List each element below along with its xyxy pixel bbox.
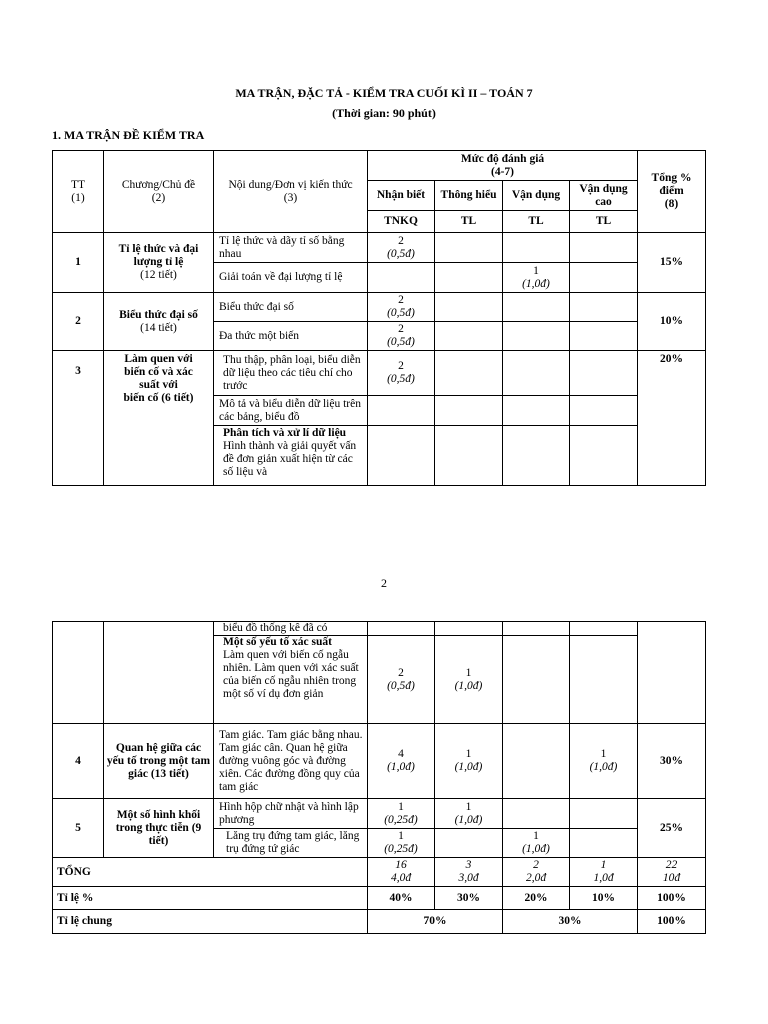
total-nb: 16 4,0đ: [368, 858, 435, 887]
ratio-total: 100%: [638, 887, 706, 910]
header-thonghieu: Thông hiểu: [435, 181, 503, 211]
header-tl: TL: [503, 211, 570, 233]
header-tong: Tổng % điểm (8): [638, 151, 706, 233]
row-tt: 2: [53, 293, 104, 351]
header-vandungcao: Vận dụng cao: [570, 181, 638, 211]
cell-nb: 2 (0,5đ): [368, 322, 435, 351]
total-vdc: 1 1,0đ: [570, 858, 638, 887]
row-chuong: Tỉ lệ thức và đại lượng tỉ lệ (12 tiết): [104, 233, 214, 293]
row-noidung: Lăng trụ đứng tam giác, lăng trụ đứng tứ giác: [214, 829, 368, 858]
row-tong: 25%: [638, 799, 706, 858]
total-vd: 2 2,0đ: [503, 858, 570, 887]
matrix-table-part1: [52, 150, 706, 486]
row-tong: 30%: [638, 724, 706, 799]
cell-th: 1 (1,0đ): [435, 636, 503, 724]
row-noidung: Tam giác. Tam giác bằng nhau. Tam giác cân. Quan hệ giữa đường vuông góc và đường xiên. Các đường đồng quy của tam giác: [214, 724, 368, 799]
row-tt: 1: [53, 233, 104, 293]
header-nhanbiet: Nhận biết: [368, 181, 435, 211]
ratio-label: Tỉ lệ %: [53, 887, 368, 910]
overall-ratio-label: Tỉ lệ chung: [53, 910, 368, 934]
row-noidung: Một số yếu tố xác suất Làm quen với biến cố ngẫu nhiên. Làm quen với xác suất của biến cố ngẫu nhiên trong một số ví dụ đơn giản: [214, 636, 368, 724]
section-heading: 1. MA TRẬN ĐỀ KIỂM TRA: [52, 128, 205, 142]
overall-ratio-total: 100%: [638, 910, 706, 934]
row-tt: 5: [53, 799, 104, 858]
total-all: 22 10đ: [638, 858, 706, 887]
row-tong: 10%: [638, 293, 706, 351]
row-noidung: biểu đồ thống kê đã có: [214, 622, 368, 636]
header-vandung: Vận dụng: [503, 181, 570, 211]
row-noidung: Phân tích và xử lí dữ liệu Hình thành và giải quyết vấn đề đơn giản xuất hiện từ các số liệu và: [214, 426, 368, 486]
cell-nb: 1 (0,25đ): [368, 799, 435, 829]
cell-th: 1 (1,0đ): [435, 724, 503, 799]
cell-vdc: 1 (1,0đ): [570, 724, 638, 799]
row-noidung: Giải toán về đại lượng tỉ lệ: [214, 263, 368, 293]
page-number: 2: [381, 576, 387, 590]
overall-ratio-b: 30%: [503, 910, 638, 934]
ratio-vd: 20%: [503, 887, 570, 910]
row-noidung: Thu thập, phân loại, biểu diễn dữ liệu theo các tiêu chí cho trước: [214, 351, 368, 396]
row-tong: 15%: [638, 233, 706, 293]
ratio-vdc: 10%: [570, 887, 638, 910]
cell-nb: 2 (0,5đ): [368, 636, 435, 724]
row-noidung: Hình hộp chữ nhật và hình lập phương: [214, 799, 368, 829]
row-chuong: Quan hệ giữa các yếu tố trong một tam giác (13 tiết): [104, 724, 214, 799]
ratio-th: 30%: [435, 887, 503, 910]
header-tnkq: TNKQ: [368, 211, 435, 233]
ratio-nb: 40%: [368, 887, 435, 910]
document-title: MA TRẬN, ĐẶC TẢ - KIỂM TRA CUỐI KÌ II – TOÁN 7: [235, 86, 533, 100]
header-tl: TL: [435, 211, 503, 233]
cell-vd: 1 (1,0đ): [503, 263, 570, 293]
row-noidung: Đa thức một biến: [214, 322, 368, 351]
overall-ratio-a: 70%: [368, 910, 503, 934]
row-noidung: Mô tả và biểu diễn dữ liệu trên các bảng, biểu đồ: [214, 396, 368, 426]
matrix-table-part2: [52, 621, 706, 934]
row-tt: 3: [53, 351, 104, 486]
document-subtitle: (Thời gian: 90 phút): [332, 106, 436, 120]
header-mucdo: Mức độ đánh giá (4-7): [368, 151, 638, 181]
cell-th: 1 (1,0đ): [435, 799, 503, 829]
cell-nb: 2 (0,5đ): [368, 233, 435, 263]
row-noidung: Biểu thức đại số: [214, 293, 368, 322]
row-tong: 20%: [638, 351, 706, 486]
row-chuong: Một số hình khối trong thực tiễn (9 tiết): [104, 799, 214, 858]
row-noidung: Tỉ lệ thức và dãy tỉ số bằng nhau: [214, 233, 368, 263]
cell-nb: 1 (0,25đ): [368, 829, 435, 858]
cell-nb: 2 (0,5đ): [368, 351, 435, 396]
header-tt: TT (1): [53, 151, 104, 233]
header-noidung: Nội dung/Đơn vị kiến thức (3): [214, 151, 368, 233]
row-chuong: Biểu thức đại số (14 tiết): [104, 293, 214, 351]
row-tt: 4: [53, 724, 104, 799]
cell-nb: 4 (1,0đ): [368, 724, 435, 799]
cell-nb: 2 (0,5đ): [368, 293, 435, 322]
cell-vd: 1 (1,0đ): [503, 829, 570, 858]
total-label: TỔNG: [53, 858, 368, 887]
row-chuong: Làm quen với biến cố và xác suất với biến cố (6 tiết): [104, 351, 214, 486]
header-chuong: Chương/Chủ đề (2): [104, 151, 214, 233]
total-th: 3 3,0đ: [435, 858, 503, 887]
header-tl: TL: [570, 211, 638, 233]
